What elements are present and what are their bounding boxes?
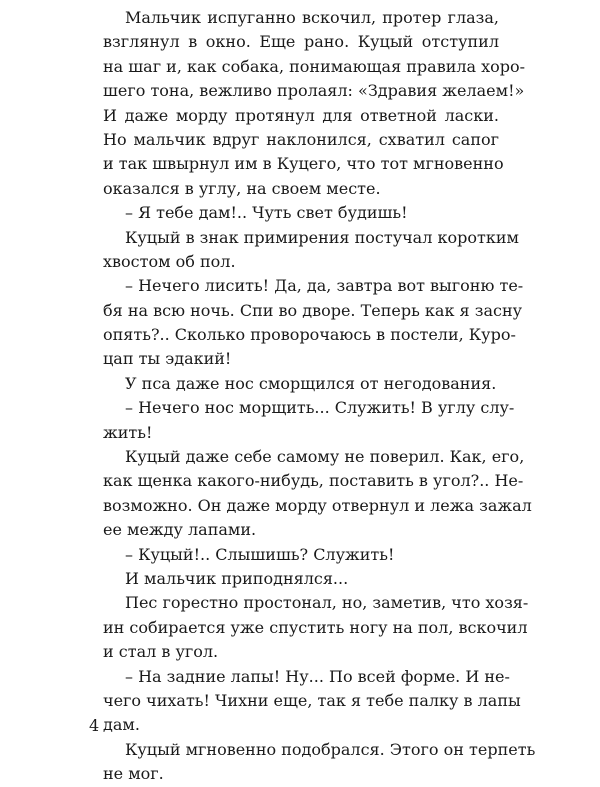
text-line: и так швырнул им в Куцего, что тот мгновенно: [103, 154, 504, 174]
text-line: хвостом об пол.: [103, 251, 236, 271]
text-line: ин собирается уже спустить ногу на пол, вскочил: [103, 617, 528, 637]
text-line: чего чихать! Чихни еще, так я тебе палку в лапы: [103, 690, 521, 710]
text-line: Куцый в знак примирения постучал коротким: [125, 227, 519, 247]
text-line: дам.: [103, 715, 140, 735]
text-line: Пес горестно простонал, но, заметив, что хозя-: [125, 593, 529, 613]
text-line: Куцый даже себе самому не поверил. Как, его,: [125, 447, 525, 467]
text-line: не мог.: [103, 764, 164, 784]
body-text: [103, 6, 536, 787]
text-line: И мальчик приподнялся...: [125, 568, 349, 588]
text-line: И даже морду протянул для ответной ласки.: [103, 105, 499, 125]
text-line: взглянул в окно. Еще рано. Куцый отступил: [103, 32, 499, 52]
text-line: ее между лапами.: [103, 520, 257, 540]
text-line: – Нечего лисить! Да, да, завтра вот выгоню те-: [125, 276, 524, 296]
text-line: У пса даже нос сморщился от негодования.: [125, 373, 497, 393]
text-line: Но мальчик вдруг наклонился, схватил сапог: [103, 129, 499, 149]
text-line: опять?.. Сколько проворочаюсь в постели, Куро-: [103, 325, 516, 345]
text-line: Куцый мгновенно подобрался. Этого он терпеть: [125, 739, 536, 759]
text-line: – Я тебе дам!.. Чуть свет будишь!: [125, 203, 408, 223]
text-line: шего тона, вежливо пролаял: «Здравия желаем!»: [103, 81, 525, 101]
text-line: – На задние лапы! Ну... По всей форме. И не-: [125, 666, 510, 686]
text-line: на шаг и, как собака, понимающая правила хоро-: [103, 56, 526, 76]
text-line: как щенка какого-нибудь, поставить в угол?.. Не-: [103, 471, 524, 491]
text-line: и стал в угол.: [103, 642, 219, 662]
text-line: оказался в углу, на своем месте.: [103, 178, 381, 198]
text-line: – Нечего нос морщить... Служить! В углу слу-: [125, 398, 515, 418]
page-number: 4: [89, 716, 100, 735]
text-line: жить!: [103, 422, 153, 442]
text-line: бя на всю ночь. Спи во дворе. Теперь как я засну: [103, 300, 523, 320]
text-line: – Куцый!.. Слышишь? Служить!: [125, 544, 395, 564]
text-line: цап ты эдакий!: [103, 349, 232, 369]
text-line: возможно. Он даже морду отвернул и лежа зажал: [103, 495, 532, 515]
text-line: Мальчик испуганно вскочил, протер глаза,: [125, 8, 499, 27]
